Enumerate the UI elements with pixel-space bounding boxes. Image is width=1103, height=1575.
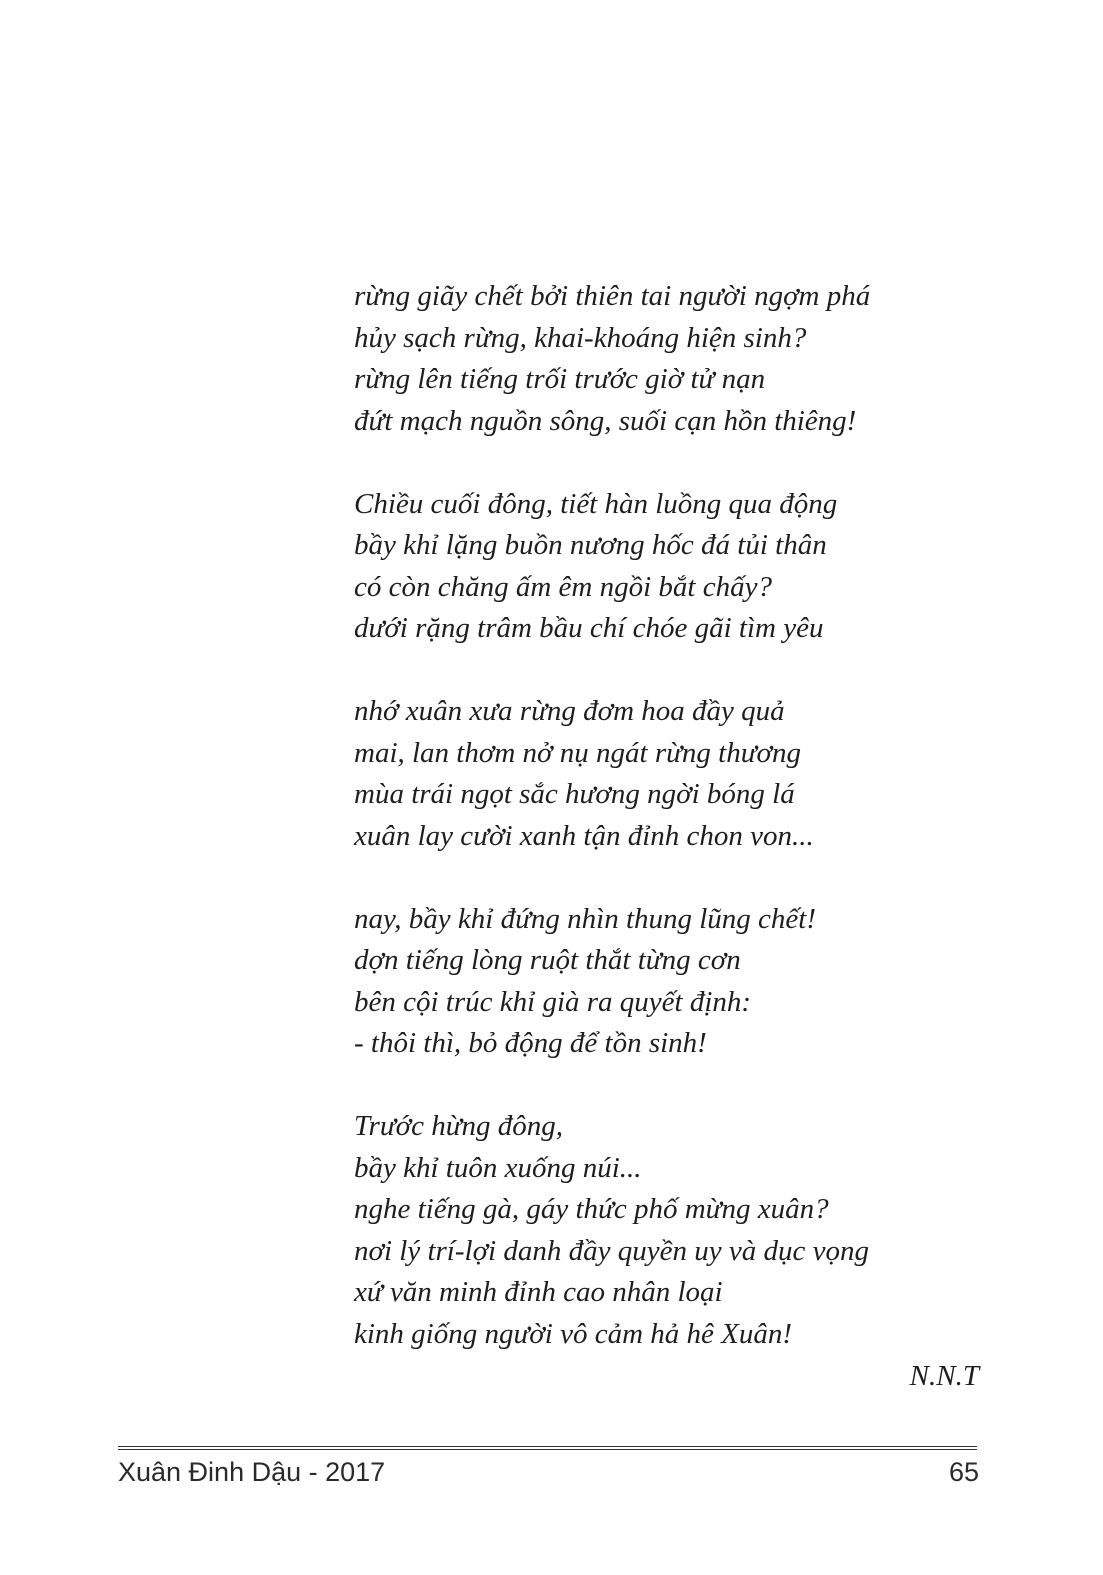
stanza-5 [354, 1106, 994, 1355]
poem-line: nhớ xuân xưa rừng đơm hoa đầy quả [354, 695, 785, 727]
poem-line: rừng giãy chết bởi thiên tai người ngợm phá [354, 280, 871, 312]
poem-line: rừng lên tiếng trối trước giờ tử nạn [354, 363, 766, 395]
stanza-1 [354, 276, 994, 442]
poem-line: nay, bầy khỉ đứng nhìn thung lũng chết! [354, 902, 817, 935]
poem-line: mùa trái ngọt sắc hương ngời bóng lá [354, 778, 795, 810]
page-number: 65 [948, 1457, 979, 1487]
poem [354, 276, 994, 1355]
poem-line: có còn chăng ấm êm ngồi bắt chấy? [354, 570, 772, 603]
poem-line: kinh giống người vô cảm hả hê Xuân! [354, 1317, 793, 1350]
poem-line: xuân lay cười xanh tận đỉnh chon von... [354, 819, 814, 852]
poem-line: Trước hừng đông, [354, 1110, 564, 1142]
poem-line: nơi lý trí-lợi danh đầy quyền uy và dục vọng [354, 1234, 869, 1267]
author-signature: N.N.T [909, 1360, 979, 1392]
poem-line: hủy sạch rừng, khai-khoáng hiện sinh? [354, 321, 807, 354]
poem-line: Chiều cuối đông, tiết hàn luồng qua động [354, 487, 838, 520]
poem-line: đứt mạch nguồn sông, suối cạn hồn thiêng! [354, 404, 857, 437]
poem-line: bầy khỉ lặng buồn nương hốc đá tủi thân [354, 529, 827, 561]
stanza-3 [354, 691, 994, 857]
stanza-2 [354, 484, 994, 650]
stanza-4 [354, 899, 994, 1065]
footer-publication-title: Xuân Đinh Dậu - 2017 [118, 1457, 386, 1487]
poem-line: dưới rặng trâm bầu chí chóe gãi tìm yêu [354, 612, 824, 644]
footer-divider [118, 1446, 977, 1450]
poem-line: - thôi thì, bỏ động để tồn sinh! [354, 1027, 707, 1059]
poem-line: xứ văn minh đỉnh cao nhân loại [354, 1276, 723, 1308]
poem-line: dợn tiếng lòng ruột thắt từng cơn [354, 944, 741, 976]
poem-line: mai, lan thơm nở nụ ngát rừng thương [354, 736, 802, 769]
poem-line: nghe tiếng gà, gáy thức phố mừng xuân? [354, 1193, 829, 1225]
poem-line: bầy khỉ tuôn xuống núi... [354, 1151, 642, 1184]
poem-line: bên cội trúc khỉ già ra quyết định: [354, 985, 752, 1018]
